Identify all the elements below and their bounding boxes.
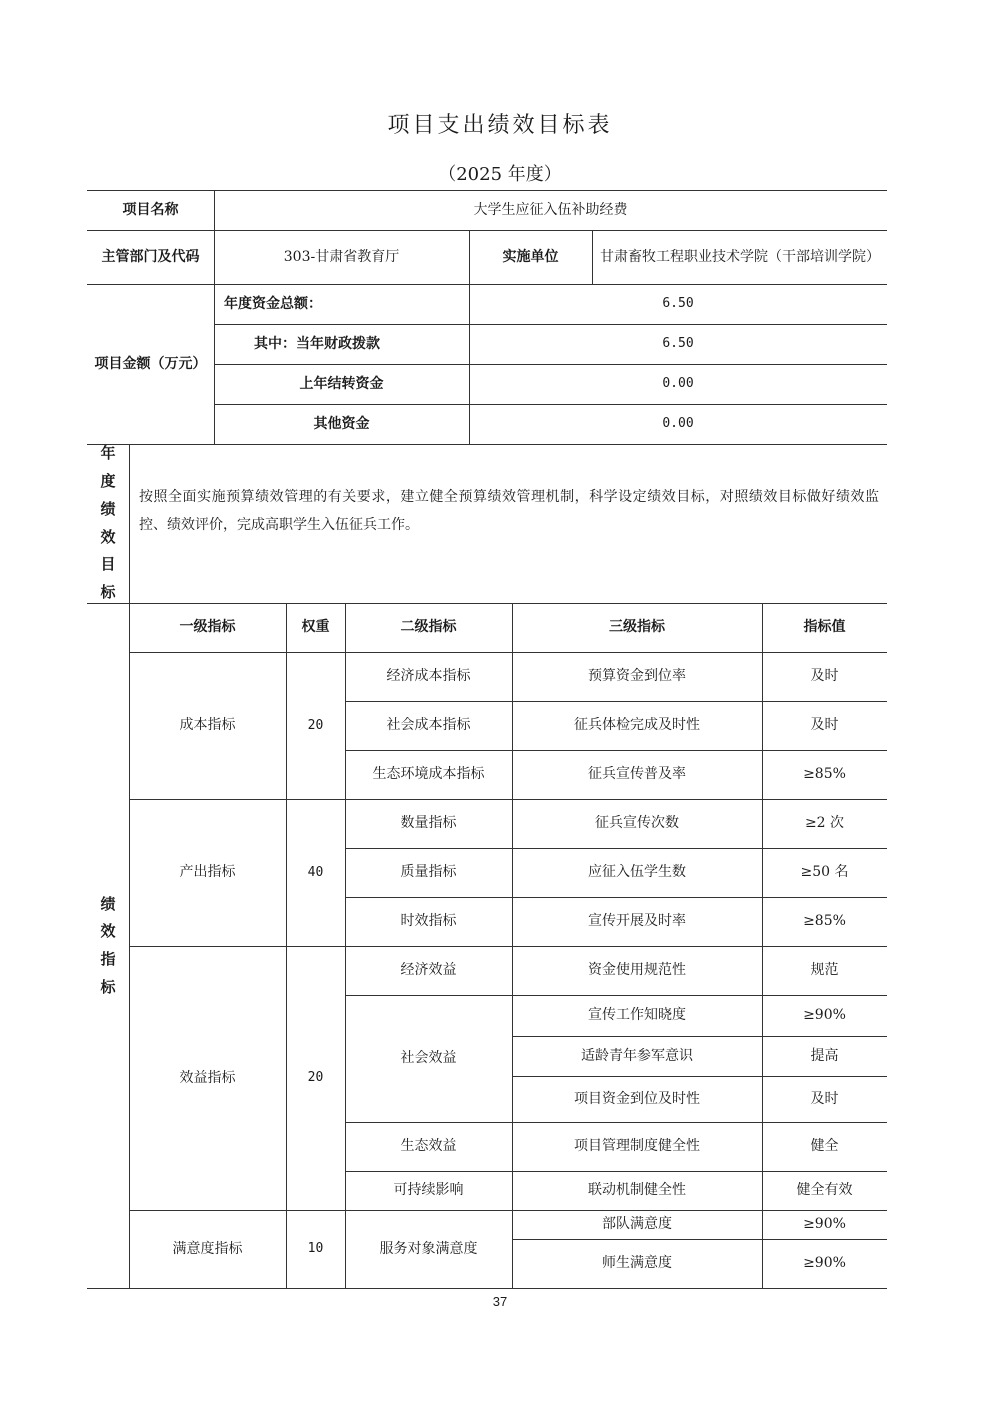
- value-cell: ≥90%: [803, 1255, 846, 1271]
- value-cell: ≥2 次: [804, 815, 845, 831]
- dept-code-label: 主管部门及代码: [101, 248, 200, 265]
- amount-label: 项目金额（万元）: [94, 355, 207, 372]
- value-cell: 规范: [810, 962, 839, 978]
- performance-goal-table: [87, 190, 887, 1289]
- level3-cell: 应征入伍学生数: [588, 864, 686, 880]
- level1-cell: 满意度指标: [172, 1240, 243, 1257]
- value-cell: 健全: [810, 1138, 839, 1154]
- carryover-label: 上年结转资金: [299, 375, 384, 392]
- annual-total-value: 6.50: [662, 296, 694, 312]
- rule: [87, 444, 887, 445]
- level3-cell: 征兵体检完成及时性: [574, 717, 700, 733]
- value-cell: 健全有效: [796, 1182, 853, 1198]
- other-funds-label: 其他资金: [313, 415, 370, 432]
- level2-cell: 服务对象满意度: [379, 1240, 478, 1257]
- level3-cell: 征兵宣传普及率: [588, 766, 686, 782]
- impl-unit-value: 甘肃畜牧工程职业技术学院（干部培训学院）: [600, 248, 880, 265]
- project-name-label: 项目名称: [122, 201, 179, 218]
- header-value: 指标值: [803, 619, 846, 635]
- carryover-value: 0.00: [662, 376, 694, 392]
- header-level1: 一级指标: [179, 619, 236, 635]
- value-cell: ≥85%: [803, 913, 846, 929]
- level3-cell: 适龄青年参军意识: [581, 1047, 693, 1064]
- level2-cell: 数量指标: [400, 815, 457, 831]
- fiscal-label: 其中：当年财政拨款: [254, 335, 380, 352]
- weight-cell: 10: [307, 1241, 324, 1257]
- level1-cell: 成本指标: [179, 717, 236, 733]
- level3-cell: 项目资金到位及时性: [574, 1090, 700, 1107]
- page-title: 项目支出绩效目标表: [387, 113, 613, 138]
- value-cell: ≥90%: [803, 1007, 846, 1023]
- annual-goal-label: 年 度 绩 效 目 标: [100, 444, 116, 601]
- dept-code-value: 303-甘肃省教育厅: [283, 248, 400, 265]
- header-level3: 三级指标: [609, 619, 665, 635]
- level3-cell: 资金使用规范性: [588, 962, 686, 978]
- value-cell: 及时: [810, 1090, 839, 1107]
- weight-cell: 20: [307, 717, 324, 733]
- level3-cell: 宣传开展及时率: [588, 913, 686, 929]
- level2-cell: 经济成本指标: [386, 668, 471, 684]
- project-name-value: 大学生应征入伍补助经费: [473, 201, 628, 218]
- level2-cell: 经济效益: [400, 962, 457, 978]
- value-cell: 及时: [810, 668, 839, 684]
- perf-indicators-label: 绩 效 指 标: [100, 894, 116, 996]
- level3-cell: 联动机制健全性: [588, 1182, 686, 1198]
- fiscal-value: 6.50: [662, 336, 694, 352]
- level2-cell: 可持续影响: [393, 1182, 464, 1198]
- level3-cell: 征兵宣传次数: [595, 815, 679, 831]
- annual-goal-text: 按照全面实施预算绩效管理的有关要求，建立健全预算绩效管理机制，科学设定绩效目标，对照绩效目标做好绩效监控、绩效评价，完成高职学生入伍征兵工作。: [139, 489, 879, 533]
- other-funds-value: 0.00: [662, 416, 694, 432]
- level1-cell: 产出指标: [179, 864, 236, 880]
- level3-cell: 部队满意度: [602, 1216, 672, 1232]
- value-cell: ≥50 名: [800, 864, 849, 880]
- weight-cell: 40: [307, 864, 324, 880]
- page-number: 37: [492, 1294, 508, 1309]
- level2-cell: 生态效益: [400, 1138, 457, 1154]
- level2-cell: 时效指标: [400, 913, 457, 929]
- impl-unit-label: 实施单位: [502, 248, 559, 265]
- level2-cell: 生态环境成本指标: [372, 766, 485, 782]
- value-cell: ≥90%: [803, 1216, 846, 1232]
- value-cell: 提高: [810, 1047, 839, 1064]
- header-level2: 二级指标: [400, 619, 457, 635]
- weight-cell: 20: [307, 1070, 324, 1086]
- year-subtitle: （2025 年度）: [438, 164, 562, 185]
- level2-cell: 质量指标: [400, 864, 457, 880]
- level3-cell: 宣传工作知晓度: [588, 1007, 686, 1023]
- value-cell: 及时: [810, 717, 839, 733]
- level3-cell: 预算资金到位率: [588, 668, 686, 684]
- header-weight: 权重: [301, 619, 330, 635]
- rule: [87, 1288, 887, 1289]
- value-cell: ≥85%: [803, 766, 846, 782]
- level1-cell: 效益指标: [179, 1069, 236, 1086]
- level2-cell: 社会效益: [400, 1050, 457, 1066]
- annual-total-label: 年度资金总额：: [224, 295, 322, 312]
- level2-cell: 社会成本指标: [386, 717, 471, 733]
- level3-cell: 项目管理制度健全性: [574, 1138, 700, 1154]
- level3-cell: 师生满意度: [602, 1255, 672, 1271]
